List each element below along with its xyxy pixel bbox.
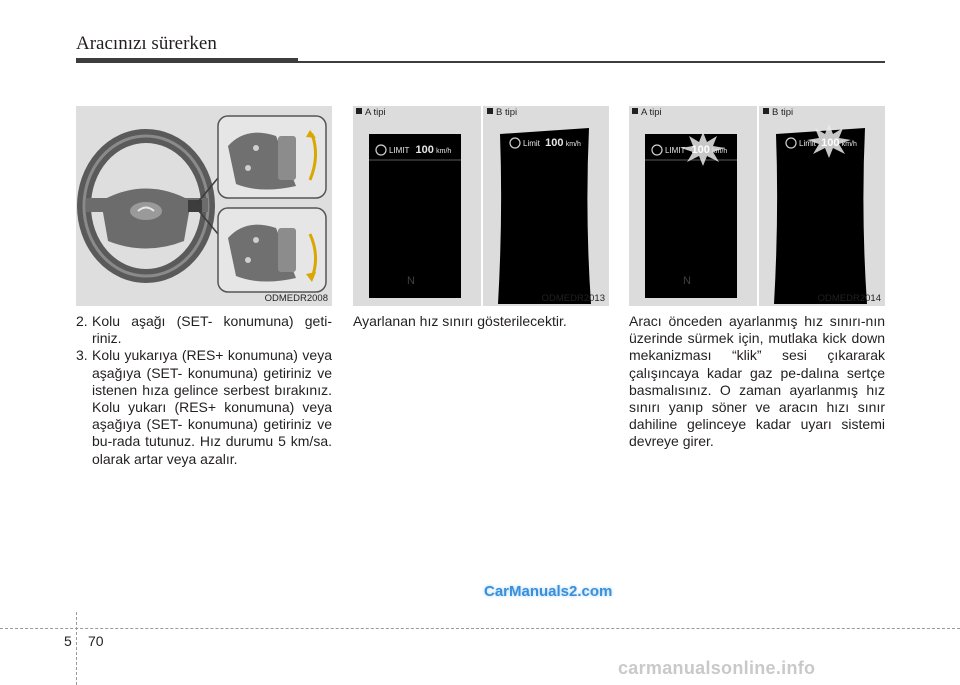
caption-type-a: A tipi: [632, 107, 662, 118]
figure-code: ODMEDR2014: [817, 293, 881, 304]
list-item: 2. Kolu aşağı (SET- konumuna) geti-riniz.: [76, 313, 332, 347]
limit-readout-type-a: LIMIT 100 km/h: [389, 144, 452, 156]
column-1-text: [76, 313, 332, 468]
steering-wheel-illustration: [76, 106, 332, 306]
page-header-title: Aracınızı sürerken: [76, 33, 217, 54]
footer-page-number: 70: [88, 633, 104, 649]
figure-code: ODMEDR2013: [541, 293, 605, 304]
square-bullet-icon: [632, 108, 638, 114]
limit-readout-type-b: Limit 100 km/h: [799, 137, 857, 149]
column-3-text: Aracı önceden ayarlanmış hız sınırı-nın üzerinde sürmek için, mutlaka kick down mekanizması “klik” sesi çıkararak çalışıncaya kadar gaz pe-dalına sertçe basmalısınız. O zaman ayarlanmış hız sınırı yanıp söner ve aracın hızı sınır dahiline gelinceye kadar uyarı sistemi devreye girer.: [629, 313, 885, 450]
list-item: 3. Kolu yukarıya (RES+ konumuna) veya aşağıya (SET- konumuna) getiriniz ve istenen hıza gelince serbest bırakınız. Kolu yukarı (RES+ konumuna) veya aşağıya (SET- konumuna) getiriniz ve bu-rada tutunuz. Hız durumu 5 km/sa. olarak artar veya azalır.: [76, 347, 332, 467]
limit-readout-type-a: LIMIT 100 km/h: [665, 144, 728, 156]
limit-readout-type-b: Limit 100 km/h: [523, 137, 581, 149]
cluster-display-illustration: [353, 106, 609, 306]
square-bullet-icon: [763, 108, 769, 114]
header-rule-thick: [76, 58, 298, 63]
figure-steering-wheel: [76, 106, 332, 306]
watermark-link[interactable]: CarManuals2.com: [484, 583, 613, 600]
footer-site-watermark: carmanualsonline.info: [618, 658, 816, 678]
square-bullet-icon: [356, 108, 362, 114]
footer-section-number: 5: [64, 633, 72, 649]
flashing-limit-illustration: [629, 106, 885, 306]
gear-indicator: N: [407, 275, 415, 287]
gear-indicator: N: [683, 275, 691, 287]
caption-type-b: B tipi: [487, 107, 517, 118]
square-bullet-icon: [487, 108, 493, 114]
caption-type-a: A tipi: [356, 107, 386, 118]
figure-flashing-limit: [629, 106, 885, 306]
steps-list: [76, 313, 332, 468]
caption-type-b: B tipi: [763, 107, 793, 118]
figure-cluster-display: [353, 106, 609, 306]
figure-code: ODMEDR2008: [264, 293, 328, 304]
footer-rule: [0, 628, 960, 629]
header-rule-thin: [298, 61, 885, 63]
column-2-text: Ayarlanan hız sınırı gösterilecektir.: [353, 313, 567, 329]
footer-divider: [76, 612, 77, 685]
